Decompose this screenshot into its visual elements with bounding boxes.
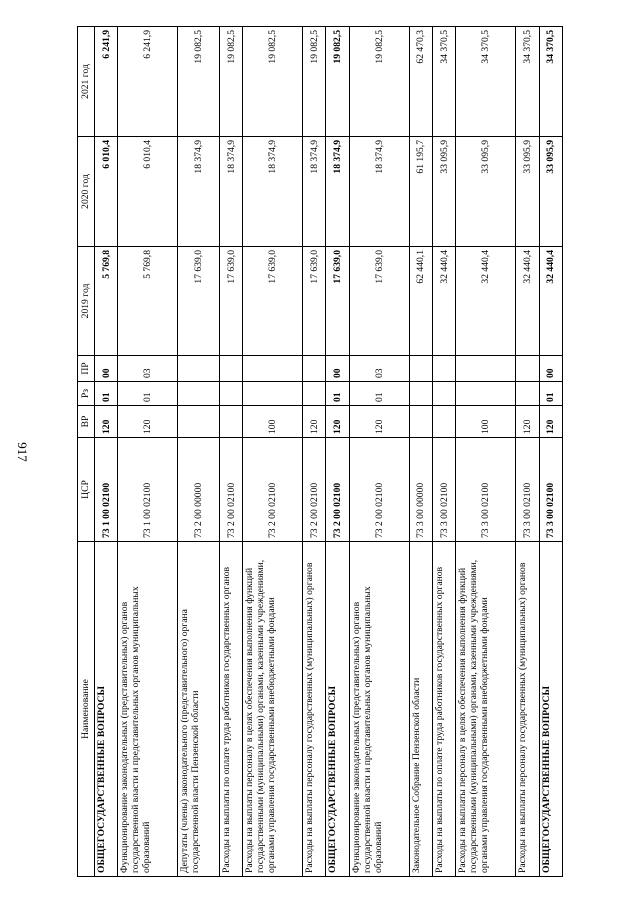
header-2019: 2019 год	[78, 247, 95, 356]
cell-pr: 00	[326, 356, 349, 382]
table-header-row	[78, 27, 95, 877]
cell-2019: 17 639,0	[243, 247, 303, 356]
cell-csr: 73 3 00 02100	[456, 438, 516, 542]
cell-2021: 34 370,5	[539, 27, 562, 137]
cell-2021: 19 082,5	[243, 27, 303, 137]
cell-csr: 73 1 00 02100	[118, 438, 178, 542]
cell-csr: 73 3 00 02100	[539, 438, 562, 542]
cell-rz: 01	[326, 382, 349, 406]
cell-pr: 00	[95, 356, 118, 382]
header-2020: 2020 год	[78, 137, 95, 247]
cell-name: Расходы на выплаты персоналу государственных (муниципальных) органов	[516, 542, 539, 877]
table-row	[303, 27, 326, 877]
cell-2020: 18 374,9	[303, 137, 326, 247]
cell-2021: 19 082,5	[178, 27, 220, 137]
cell-2020: 33 095,9	[432, 137, 455, 247]
cell-2019: 17 639,0	[349, 247, 409, 356]
cell-name: ОБЩЕГОСУДАРСТВЕННЫЕ ВОПРОСЫ	[539, 542, 562, 877]
cell-pr	[178, 356, 220, 382]
cell-2021: 34 370,5	[432, 27, 455, 137]
table-row	[219, 27, 242, 877]
table-row	[326, 27, 349, 877]
cell-name: Функционирование законодательных (представительных) органов государственной власти и представительных органов муниципальных образований	[118, 542, 178, 877]
cell-vr: 120	[349, 406, 409, 438]
page-number: 917	[15, 442, 30, 462]
cell-pr	[432, 356, 455, 382]
table-row	[95, 27, 118, 877]
header-name: Наименование	[78, 542, 95, 877]
cell-2021: 6 241,9	[95, 27, 118, 137]
cell-2021: 19 082,5	[303, 27, 326, 137]
cell-rz	[456, 382, 516, 406]
cell-name: Расходы на выплаты по оплате труда работников государственных органов	[219, 542, 242, 877]
cell-rz	[243, 382, 303, 406]
cell-2020: 18 374,9	[219, 137, 242, 247]
cell-name: Расходы на выплаты персоналу в целях обеспечения выполнения функций государственными (муниципальными) органами, казенными учреждениями, органами управления государственными внебюджетными фондами	[456, 542, 516, 877]
table-row	[516, 27, 539, 877]
cell-2020: 18 374,9	[243, 137, 303, 247]
cell-2019: 32 440,4	[516, 247, 539, 356]
cell-csr: 73 3 00 02100	[516, 438, 539, 542]
cell-pr	[303, 356, 326, 382]
cell-csr: 73 3 00 02100	[432, 438, 455, 542]
cell-2019: 5 769,8	[95, 247, 118, 356]
cell-pr	[456, 356, 516, 382]
cell-name: Расходы на выплаты персоналу государственных (муниципальных) органов	[303, 542, 326, 877]
cell-name: Расходы на выплаты по оплате труда работников государственных органов	[432, 542, 455, 877]
table-row	[539, 27, 562, 877]
cell-csr: 73 3 00 00000	[409, 438, 432, 542]
cell-rz: 01	[349, 382, 409, 406]
cell-rz: 01	[539, 382, 562, 406]
cell-vr: 100	[456, 406, 516, 438]
cell-rz	[432, 382, 455, 406]
cell-2021: 6 241,9	[118, 27, 178, 137]
cell-2019: 32 440,4	[432, 247, 455, 356]
table-row	[432, 27, 455, 877]
table-row	[456, 27, 516, 877]
header-vr: ВР	[78, 406, 95, 438]
cell-2019: 32 440,4	[539, 247, 562, 356]
table-row	[409, 27, 432, 877]
header-csr: ЦСР	[78, 438, 95, 542]
cell-name: Депутаты (члены) законодательного (представительного) органа государственной власти Пензенской области	[178, 542, 220, 877]
cell-csr: 73 2 00 02100	[219, 438, 242, 542]
cell-2020: 6 010,4	[95, 137, 118, 247]
cell-2020: 33 095,9	[516, 137, 539, 247]
cell-2021: 62 470,3	[409, 27, 432, 137]
table-body	[95, 27, 563, 877]
cell-vr: 120	[326, 406, 349, 438]
cell-csr: 73 2 00 00000	[178, 438, 220, 542]
cell-rz: 01	[95, 382, 118, 406]
cell-pr: 00	[539, 356, 562, 382]
budget-table	[77, 26, 563, 877]
cell-2021: 19 082,5	[219, 27, 242, 137]
cell-vr: 120	[95, 406, 118, 438]
cell-vr	[432, 406, 455, 438]
cell-pr	[516, 356, 539, 382]
cell-csr: 73 2 00 02100	[303, 438, 326, 542]
cell-csr: 73 2 00 02100	[349, 438, 409, 542]
header-rz: Рз	[78, 382, 95, 406]
cell-name: Функционирование законодательных (представительных) органов государственной власти и представительных органов муниципальных образований	[349, 542, 409, 877]
cell-2019: 17 639,0	[326, 247, 349, 356]
cell-2020: 18 374,9	[349, 137, 409, 247]
cell-2019: 17 639,0	[178, 247, 220, 356]
cell-rz	[409, 382, 432, 406]
cell-vr: 120	[303, 406, 326, 438]
table-row	[349, 27, 409, 877]
cell-rz	[303, 382, 326, 406]
cell-2020: 18 374,9	[178, 137, 220, 247]
cell-2020: 33 095,9	[456, 137, 516, 247]
header-2021: 2021 год	[78, 27, 95, 137]
cell-2019: 17 639,0	[219, 247, 242, 356]
cell-rz	[219, 382, 242, 406]
cell-2019: 5 769,8	[118, 247, 178, 356]
cell-2020: 33 095,9	[539, 137, 562, 247]
cell-pr	[219, 356, 242, 382]
cell-2021: 19 082,5	[326, 27, 349, 137]
table-row	[243, 27, 303, 877]
cell-2020: 61 195,7	[409, 137, 432, 247]
cell-rz: 01	[118, 382, 178, 406]
header-pr: ПР	[78, 356, 95, 382]
cell-2021: 34 370,5	[516, 27, 539, 137]
cell-name: ОБЩЕГОСУДАРСТВЕННЫЕ ВОПРОСЫ	[326, 542, 349, 877]
cell-pr	[243, 356, 303, 382]
cell-vr: 100	[243, 406, 303, 438]
table-row	[118, 27, 178, 877]
cell-2020: 18 374,9	[326, 137, 349, 247]
cell-2021: 34 370,5	[456, 27, 516, 137]
cell-vr	[219, 406, 242, 438]
cell-name: Законодательное Собрание Пензенской области	[409, 542, 432, 877]
cell-2019: 32 440,4	[456, 247, 516, 356]
cell-name: Расходы на выплаты персоналу в целях обеспечения выполнения функций государственными (муниципальными) органами, казенными учреждениями, органами управления государственными внебюджетными фондами	[243, 542, 303, 877]
cell-2021: 19 082,5	[349, 27, 409, 137]
cell-2019: 62 440,1	[409, 247, 432, 356]
cell-csr: 73 1 00 02100	[95, 438, 118, 542]
cell-vr: 120	[516, 406, 539, 438]
cell-vr: 120	[118, 406, 178, 438]
cell-vr: 120	[539, 406, 562, 438]
cell-rz	[178, 382, 220, 406]
cell-name: ОБЩЕГОСУДАРСТВЕННЫЕ ВОПРОСЫ	[95, 542, 118, 877]
table-row	[178, 27, 220, 877]
cell-pr	[409, 356, 432, 382]
cell-csr: 73 2 00 02100	[243, 438, 303, 542]
budget-table-container	[77, 27, 563, 877]
cell-csr: 73 2 00 02100	[326, 438, 349, 542]
cell-pr: 03	[118, 356, 178, 382]
cell-pr: 03	[349, 356, 409, 382]
cell-rz	[516, 382, 539, 406]
cell-vr	[409, 406, 432, 438]
cell-vr	[178, 406, 220, 438]
cell-2019: 17 639,0	[303, 247, 326, 356]
cell-2020: 6 010,4	[118, 137, 178, 247]
